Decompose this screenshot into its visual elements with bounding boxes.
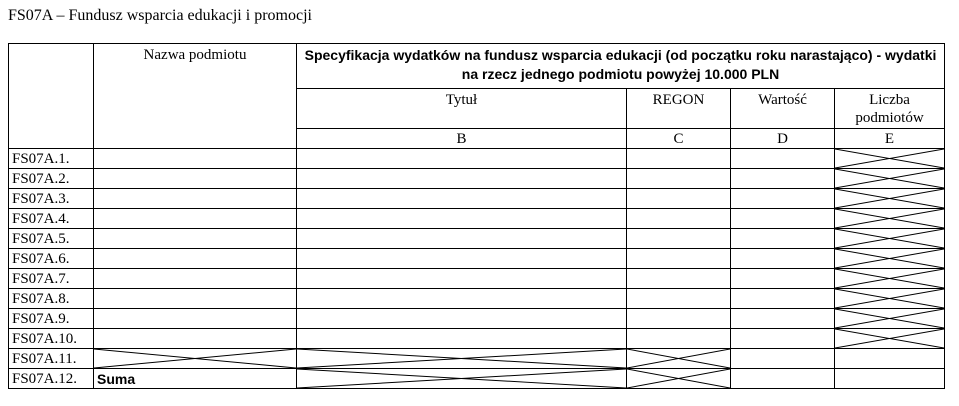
crossed-out-cell bbox=[627, 369, 731, 389]
title-cell[interactable] bbox=[297, 149, 627, 169]
row-label: FS07A.1. bbox=[9, 149, 94, 169]
count-cell[interactable] bbox=[835, 369, 945, 389]
header-title-column: Tytuł bbox=[297, 89, 627, 129]
name-cell[interactable] bbox=[94, 309, 297, 329]
row-label: FS07A.3. bbox=[9, 189, 94, 209]
column-letter-b: B bbox=[297, 129, 627, 149]
table-row bbox=[9, 309, 945, 329]
crossed-out-cell bbox=[835, 229, 945, 249]
table-row bbox=[9, 269, 945, 289]
column-letter-c: C bbox=[627, 129, 731, 149]
table-row bbox=[9, 169, 945, 189]
title-cell[interactable] bbox=[297, 209, 627, 229]
crossed-out-cell bbox=[835, 209, 945, 229]
row-label: FS07A.2. bbox=[9, 169, 94, 189]
title-cell[interactable] bbox=[297, 229, 627, 249]
name-cell[interactable] bbox=[94, 209, 297, 229]
value-cell[interactable] bbox=[731, 349, 835, 369]
name-cell[interactable] bbox=[94, 189, 297, 209]
regon-cell[interactable] bbox=[627, 169, 731, 189]
expenditure-table bbox=[8, 43, 945, 389]
crossed-out-cell bbox=[627, 349, 731, 369]
crossed-out-cell bbox=[835, 309, 945, 329]
name-cell[interactable] bbox=[94, 229, 297, 249]
name-cell[interactable] bbox=[94, 249, 297, 269]
regon-cell[interactable] bbox=[627, 149, 731, 169]
regon-cell[interactable] bbox=[627, 329, 731, 349]
crossed-out-cell bbox=[835, 249, 945, 269]
header-value-column: Wartość bbox=[731, 89, 835, 129]
sum-label: Suma bbox=[94, 369, 297, 389]
table-row bbox=[9, 149, 945, 169]
table-row bbox=[9, 289, 945, 309]
name-cell[interactable] bbox=[94, 329, 297, 349]
name-cell[interactable] bbox=[94, 269, 297, 289]
value-cell[interactable] bbox=[731, 149, 835, 169]
title-cell[interactable] bbox=[297, 269, 627, 289]
value-cell[interactable] bbox=[731, 229, 835, 249]
title-cell[interactable] bbox=[297, 309, 627, 329]
header-corner-cell bbox=[9, 44, 94, 149]
crossed-out-cell bbox=[835, 169, 945, 189]
name-cell[interactable] bbox=[94, 289, 297, 309]
crossed-out-cell bbox=[835, 269, 945, 289]
row-label: FS07A.9. bbox=[9, 309, 94, 329]
value-cell[interactable] bbox=[731, 289, 835, 309]
value-cell[interactable] bbox=[731, 369, 835, 389]
value-cell[interactable] bbox=[731, 309, 835, 329]
crossed-out-cell bbox=[835, 189, 945, 209]
crossed-out-cell bbox=[835, 149, 945, 169]
table-row bbox=[9, 229, 945, 249]
column-letter-d: D bbox=[731, 129, 835, 149]
crossed-out-cell bbox=[297, 349, 627, 369]
table-row bbox=[9, 349, 945, 369]
regon-cell[interactable] bbox=[627, 189, 731, 209]
title-cell[interactable] bbox=[297, 189, 627, 209]
column-letter-e: E bbox=[835, 129, 945, 149]
row-label: FS07A.7. bbox=[9, 269, 94, 289]
regon-cell[interactable] bbox=[627, 249, 731, 269]
regon-cell[interactable] bbox=[627, 309, 731, 329]
row-label: FS07A.8. bbox=[9, 289, 94, 309]
regon-cell[interactable] bbox=[627, 269, 731, 289]
count-cell[interactable] bbox=[835, 349, 945, 369]
name-cell[interactable] bbox=[94, 149, 297, 169]
value-cell[interactable] bbox=[731, 189, 835, 209]
row-label: FS07A.12. bbox=[9, 369, 94, 389]
table-row bbox=[9, 369, 945, 389]
row-label: FS07A.4. bbox=[9, 209, 94, 229]
header-count-column: Liczba podmiotów bbox=[835, 89, 945, 129]
row-label: FS07A.10. bbox=[9, 329, 94, 349]
crossed-out-cell bbox=[297, 369, 627, 389]
table-row bbox=[9, 329, 945, 349]
regon-cell[interactable] bbox=[627, 229, 731, 249]
title-cell[interactable] bbox=[297, 329, 627, 349]
title-cell[interactable] bbox=[297, 249, 627, 269]
crossed-out-cell bbox=[94, 349, 297, 369]
regon-cell[interactable] bbox=[627, 289, 731, 309]
table-row bbox=[9, 189, 945, 209]
row-label: FS07A.11. bbox=[9, 349, 94, 369]
table-row bbox=[9, 249, 945, 269]
name-cell[interactable] bbox=[94, 169, 297, 189]
header-specification: Specyfikacja wydatków na fundusz wsparcia edukacji (od początku roku narastająco) - wydatki na rzecz jednego podmiotu powyżej 10.000 PLN bbox=[297, 44, 945, 89]
table-row bbox=[9, 209, 945, 229]
value-cell[interactable] bbox=[731, 209, 835, 229]
regon-cell[interactable] bbox=[627, 209, 731, 229]
value-cell[interactable] bbox=[731, 249, 835, 269]
title-cell[interactable] bbox=[297, 289, 627, 309]
title-cell[interactable] bbox=[297, 169, 627, 189]
header-name-column: Nazwa podmiotu bbox=[94, 44, 297, 149]
value-cell[interactable] bbox=[731, 269, 835, 289]
header-regon-column: REGON bbox=[627, 89, 731, 129]
crossed-out-cell bbox=[835, 329, 945, 349]
value-cell[interactable] bbox=[731, 329, 835, 349]
form-title: FS07A – Fundusz wsparcia edukacji i promocji bbox=[8, 7, 312, 24]
crossed-out-cell bbox=[835, 289, 945, 309]
row-label: FS07A.6. bbox=[9, 249, 94, 269]
row-label: FS07A.5. bbox=[9, 229, 94, 249]
value-cell[interactable] bbox=[731, 169, 835, 189]
